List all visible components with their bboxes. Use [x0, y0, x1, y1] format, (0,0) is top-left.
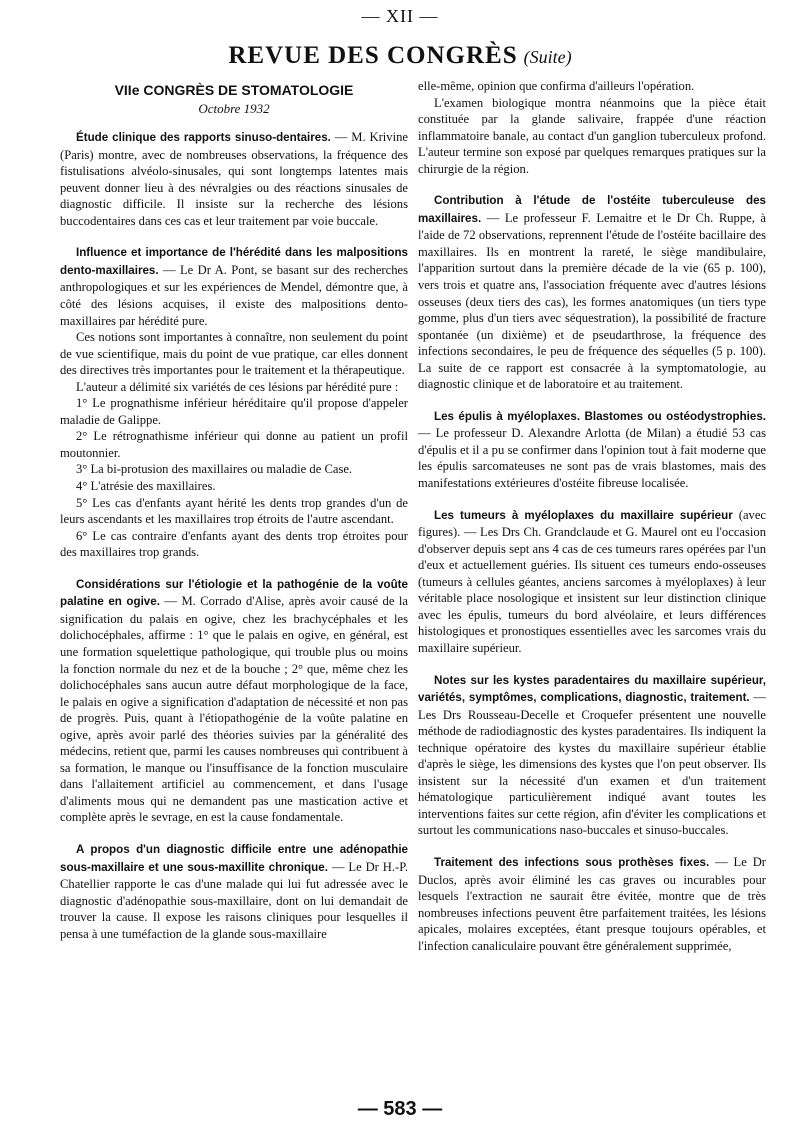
- list-item: 4° L'atrésie des maxillaires.: [76, 479, 216, 494]
- article-heading: A propos d'un diagnostic difficile entre une adénopathie sous-maxillaire et une sous-maxillite chronique.: [60, 842, 408, 874]
- article-body: (avec figures). — Les Drs Ch. Grandclaude et G. Maurel ont eu l'occasion d'observer depuis sept ans 4 cas de ces tumeurs rares opérées par l'un d'eux et actuellement guéries. Ils situent ces tumeurs endo-osseuses (tumeurs à cellules géantes, anciens sarcomes à myéloplaxes) à leur véritable place nosologique et insistent sur leur distinction clinique avec les épulis, tumeurs du bord alvéolaire, et leurs différences histologiques et pronostiques essentielles avec les sarcomes vrais du maxillaire supérieur.: [418, 507, 767, 655]
- article-body: — Les Drs Rousseau-Decelle et Croquefer présentent une nouvelle méthode de radiodiagnostic des kystes paradentaires. Ils indiquent la technique opératoire des kystes du maxillaire supérieur établie d'après le siège, les dimensions des kystes que l'on peut observer. Ils insistent sur la nécessité d'un examen et d'un traitement hématologique particulièrement indiqué avant toutes les interventions faites sur cette région, afin d'éviter les complications et surtout les communications naso-buccales et sinuso-buccales.: [418, 690, 767, 838]
- article-body: — Le professeur D. Alexandre Arlotta (de Milan) a étudié 53 cas d'épulis et il a pu se confirmer dans l'opinion tout à fait moderne que les épulis sarcomateuses ne sont pas de vrais blastomes, mais des manifestations extérieures d'ostéite fibreuse localisée.: [418, 426, 766, 491]
- article-paragraph: L'examen biologique montra néanmoins que la pièce était constituée par la glande salivaire, frappée d'une réaction inflammatoire banale, au contact d'un ganglion tuberculeux profond. L'auteur termine son exposé par quelques remarques pratiques sur la chirurgie de la région.: [418, 95, 766, 176]
- congress-date: Octobre 1932: [198, 100, 270, 116]
- article-heading: Notes sur les kystes paradentaires du maxillaire supérieur, variétés, symptômes, complications, diagnostic, traitement.: [418, 673, 766, 705]
- right-column: [418, 78, 766, 969]
- page-header: [0, 42, 800, 70]
- list-item: 5° Les cas d'enfants ayant hérité les dents trop grandes d'un de leurs ascendants et les maxillaires trop étroits de l'autre ascendant.: [60, 495, 408, 527]
- article-heading: Les épulis à myéloplaxes. Blastomes ou ostéodystrophies.: [434, 409, 766, 423]
- article-tumeurs-myeloplaxes: [418, 507, 766, 657]
- article-voute-palatine: [60, 576, 408, 826]
- article-protheses-fixes: [418, 854, 766, 954]
- page-number-bottom: — 583 —: [357, 1098, 443, 1120]
- page-number-top: — XII —: [361, 6, 439, 26]
- list-item: 6° Le cas contraire d'enfants ayant des dents trop étroites pour des maxillaires trop grands.: [60, 528, 408, 560]
- article-heading: Considérations sur l'étiologie et la pathogénie de la voûte palatine en ogive.: [60, 577, 408, 609]
- article-body: — M. Krivine (Paris) montre, avec de nombreuses observations, la fréquence des fistulisations alvéolo-sinusales, qui sont longtemps latentes mais peuvent donner lieu à des névralgies ou des réactions sinusales de diagnostic difficile. Il insiste sur la recherche des lésions buccodentaires dans ces cas et leur traitement par voie buccale.: [60, 130, 408, 228]
- article-osteite-tuberculeuse: [418, 192, 766, 393]
- left-column: [60, 76, 408, 957]
- article-kystes-paradentaires: [418, 672, 766, 839]
- list-item: 2° Le rétrognathisme inférieur qui donne au patient un profil moutonnier.: [60, 429, 408, 460]
- article-paragraph: Ces notions sont importantes à connaître, non seulement du point de vue scientifique, mais du point de vue pratique, car elles donnent des directives très importantes pour le traitement et la thérapeutique.: [60, 330, 408, 378]
- article-adenopathie-continued: [418, 78, 766, 177]
- article-heading: Les tumeurs à myéloplaxes du maxillaire supérieur: [434, 508, 733, 522]
- header-title: REVUE DES CONGRÈS: [228, 42, 518, 69]
- header-subtitle: (Suite): [523, 47, 572, 67]
- article-heading: Influence et importance de l'hérédité dans les malpositions dento-maxillaires.: [60, 246, 408, 277]
- article-sinuso-dentaires: [60, 129, 408, 229]
- list-item: 3° La bi-protusion des maxillaires ou maladie de Case.: [76, 462, 353, 477]
- article-paragraph: L'auteur a délimité six variétés de ces lésions par hérédité pure :: [76, 379, 399, 394]
- congress-title: VIIe CONGRÈS DE STOMATOLOGIE: [114, 82, 354, 98]
- article-adenopathie: [60, 841, 408, 942]
- article-body: — Le Dr A. Pont, se basant sur des recherches anthropologiques et sur les expériences de Mendel, démontre que, à côté des lésions acquises, il existe des malpositions dento-maxillaires par hérédité pure.: [60, 262, 409, 328]
- article-body: — M. Corrado d'Alise, après avoir causé de la signification du palais en ogive, chez les brachycéphales et les dolichocéphales, affirme : 1° que le palais en ogive, en général, est une formation squelettique pathologique, qui trouble plus ou moins la fonction normale du nez et de la bouche ; 2° que, même chez les dolichocéphales sans aucun autre défaut morphologique de la face, le palais en ogive a signification d'adaptation de nécessité et non pas de progrès. Puis, quant à l'étiopathogénie de la voûte palatine en ogive, après avoir parlé des théories suivies par la généralité des médecins, retient que, parmi les causes nombreuses qui contribuent à sa formation, le manque ou l'insuffisance de la fonction musculaire dans l'allaitement artificiel au commencement, et dans l'usage d'aliments mous qui ne demandent pas une mastication active et complète après le sevrage, en est la cause fondamentale.: [60, 594, 408, 825]
- article-body: — Le Dr H.-P. Chatellier rapporte le cas d'une malade qui lui fut adressée avec le diagnostic d'adénopathie sous-maxillaire, dont on lui demandait de trouver la cause. Il expose les raisons cliniques pour lesquelles il pensa à une tuméfaction de la glande sous-maxillaire: [60, 859, 408, 941]
- article-body: — Le professeur F. Lemaitre et le Dr Ch. Ruppe, à l'aide de 72 observations, reprennent l'étude de l'ostéite bacillaire des maxillaires. Ils en montrent la rareté, le siège mandibulaire, l'apparition surtout dans la première décade de la vie (65 p. 100), vers trois et quatre ans, l'association fréquente avec d'autres lésions osseuses (deux tiers des cas), les formes anatomiques (un tiers type gomme, plus d'un tiers avec séquestration), la possibilité de fracture spontanée (un dixième) et de pseudarthrose, la fréquence des infections secondaires, le peu de fréquence des séquelles (5 p. 100). La suite de ce rapport est consacrée à la symptomatologie, au diagnostic clinique et de laboratoire et au traitement.: [418, 210, 766, 392]
- article-epulis: [418, 408, 766, 492]
- article-heading: Contribution à l'étude de l'ostéite tuberculeuse des maxillaires.: [418, 194, 766, 225]
- article-heredite: [60, 244, 408, 560]
- article-continuation: elle-même, opinion que confirma d'ailleurs l'opération.: [418, 79, 695, 93]
- article-body: — Le Dr Duclos, après avoir éliminé les cas graves ou incurables pour lesquels l'extraction ne saurait être évitée, montre que de très nombreuses infections peuvent être parfaitement traitées, les lésions apicales, molaires exceptées, étant presque toujours opérables, et l'infection canaliculaire pouvant être généralement supprimée,: [418, 854, 766, 953]
- article-heading: Traitement des infections sous prothèses fixes.: [434, 855, 710, 869]
- list-item: 1° Le prognathisme inférieur héréditaire qu'il propose d'appeler maladie de Galippe.: [60, 396, 408, 427]
- article-heading: Étude clinique des rapports sinuso-dentaires.: [76, 131, 331, 145]
